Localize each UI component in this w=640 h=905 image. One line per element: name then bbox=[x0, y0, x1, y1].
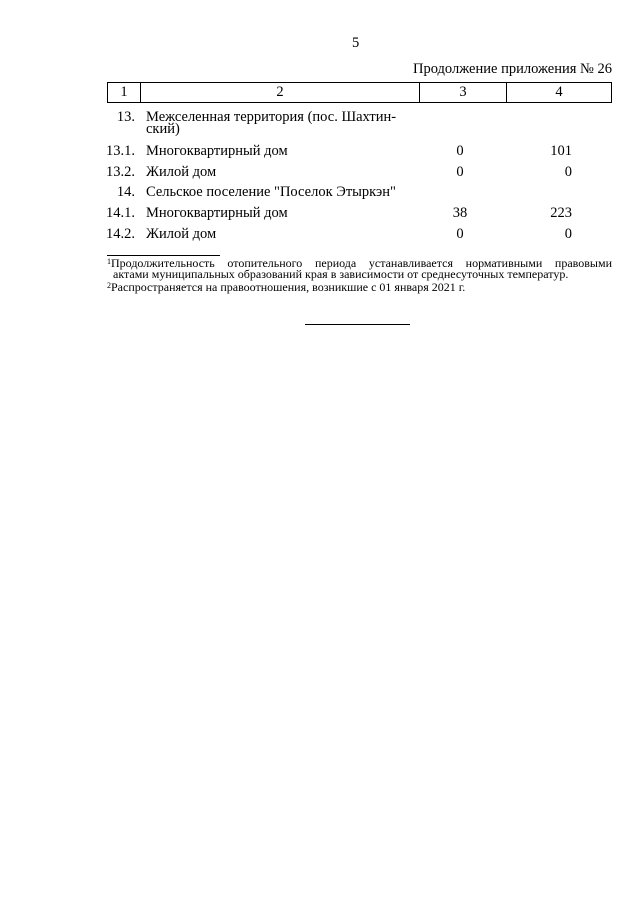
row-number: 13.2. bbox=[106, 164, 135, 180]
row-value-col4: 0 bbox=[564, 226, 572, 242]
row-name: Многоквартирный дом bbox=[146, 143, 288, 159]
footnote-mark: 2 bbox=[107, 281, 111, 290]
row-value-col4: 0 bbox=[564, 164, 572, 180]
row-name: Жилой дом bbox=[146, 226, 217, 242]
row-value-col4: 101 bbox=[550, 143, 572, 159]
row-name: Сельское поселение "Поселок Этыркэн" bbox=[146, 184, 396, 200]
footnote-mark: 1 bbox=[107, 257, 111, 266]
continuation-label: Продолжение приложения № 26 bbox=[413, 61, 612, 77]
footnote-1-continued: актами муниципальных образований края в зависимости от среднесуточных температур. bbox=[113, 267, 569, 281]
row-number: 14. bbox=[116, 184, 135, 200]
row-name: Жилой дом bbox=[146, 164, 217, 180]
row-number: 14.2. bbox=[106, 226, 135, 242]
row-value-col3: 0 bbox=[456, 164, 464, 180]
row-number: 13.1. bbox=[106, 143, 135, 159]
header-col-3: 3 bbox=[420, 83, 507, 102]
footnote-text: Распространяется на правоотношения, возникшие с 01 января 2021 г. bbox=[111, 280, 466, 294]
row-value-col3: 0 bbox=[456, 143, 464, 159]
footnote-text: Продолжительность отопительного периода устанавливается нормативными правовыми bbox=[111, 256, 612, 270]
header-col-1: 1 bbox=[108, 83, 141, 102]
row-name: Многоквартирный дом bbox=[146, 205, 288, 221]
row-number: 13. bbox=[116, 109, 135, 125]
row-name-continued: ский) bbox=[146, 121, 180, 137]
page-number: 5 bbox=[352, 35, 360, 51]
row-value-col4: 223 bbox=[550, 205, 572, 221]
header-col-2: 2 bbox=[141, 83, 420, 102]
end-line bbox=[305, 324, 410, 325]
row-number: 14.1. bbox=[106, 205, 135, 221]
row-name: Межселенная территория (пос. Шахтин- bbox=[146, 109, 397, 125]
row-value-col3: 38 bbox=[452, 205, 468, 221]
footnote-2 bbox=[107, 282, 465, 293]
header-col-4: 4 bbox=[555, 84, 563, 100]
row-value-col3: 0 bbox=[456, 226, 464, 242]
table-header bbox=[107, 82, 612, 103]
